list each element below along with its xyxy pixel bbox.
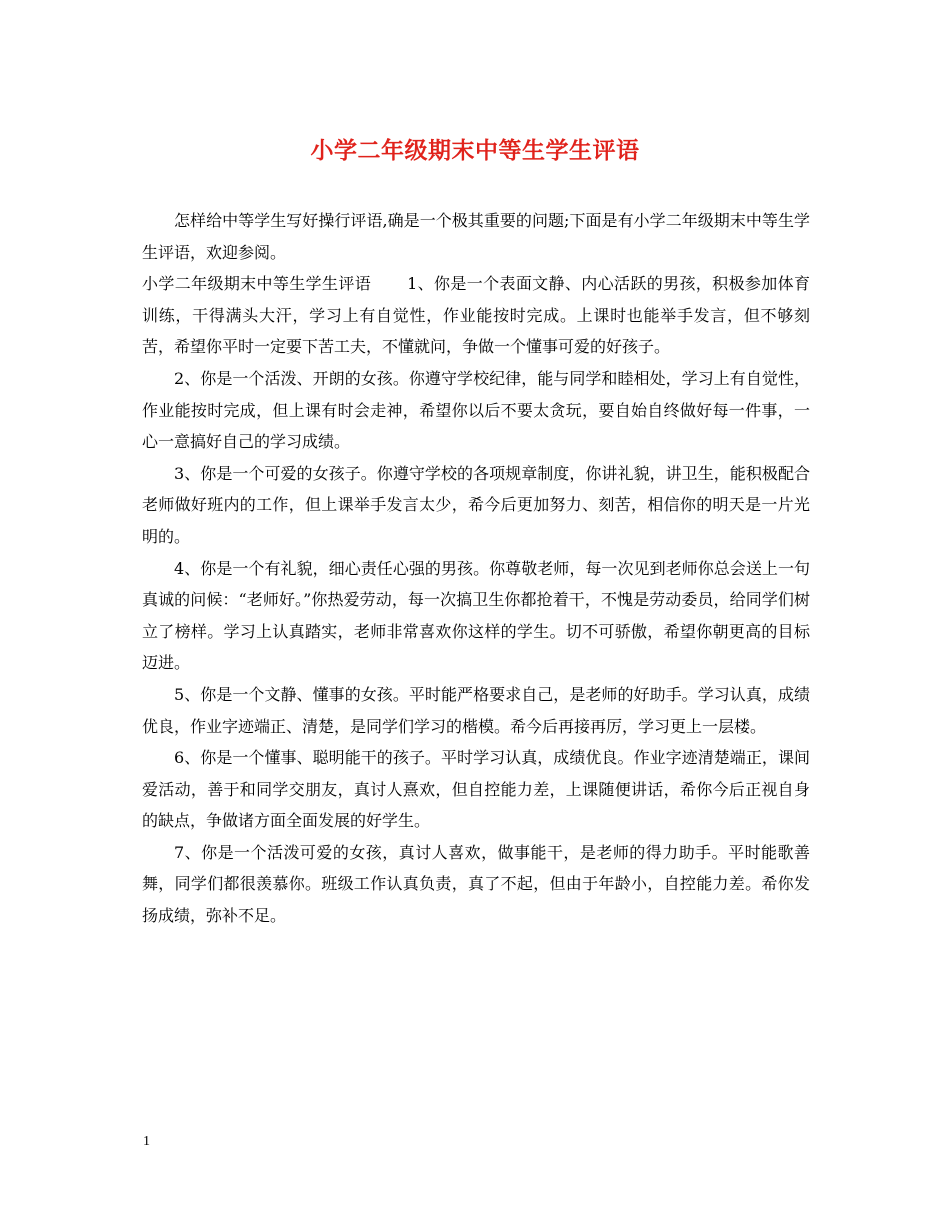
- comment-paragraph-6: 6、你是一个懂事、聪明能干的孩子。平时学习认真，成绩优良。作业字迹清楚端正，课间爱活动，善于和同学交朋友，真讨人熹欢，但自控能力差，上课随便讲话，希你今后正视自身的缺点，争做诸方面全面发展的好学生。: [142, 748, 810, 831]
- comment-paragraph-7: 7、你是一个活泼可爱的女孩，真讨人喜欢，做事能干，是老师的得力助手。平时能歌善舞，同学们都很羡慕你。班级工作认真负责，真了不起，但由于年龄小，自控能力差。希你发扬成绩，弥补不足。: [142, 842, 810, 926]
- comment-text-1: 1、你是一个表面文静、内心活跃的男孩，积极参加体育训练，干得满头大汗，学习上有自觉性，作业能按时完成。上课时也能举手发言，但不够刻苦，希望你平时一定要下苦工夫，不懂就问，争做一个懂事可爱的好孩子。: [142, 274, 810, 357]
- document-body: [142, 205, 810, 932]
- comment-paragraph-3: 3、你是一个可爱的女孩子。你遵守学校的各项规章制度，你讲礼貌，讲卫生，能积极配合老师做好班内的工作，但上课举手发言太少，希今后更加努力、刻苦，相信你的明天是一片光明的。: [142, 463, 810, 546]
- intro-paragraph: 怎样给中等学生写好操行评语,确是一个极其重要的问题;下面是有小学二年级期末中等生学生评语，欢迎参阅。: [142, 211, 810, 262]
- page-title: 小学二年级期末中等生学生评语: [310, 137, 640, 164]
- comment-paragraph-4: 4、你是一个有礼貌，细心责任心强的男孩。你尊敬老师，每一次见到老师你总会送上一句真诚的问候：“老师好。”你热爱劳动，每一次搞卫生你都抢着干，不愧是劳动委员，给同学们树立了榜样。学习上认真踏实，老师非常喜欢你这样的学生。切不可骄傲，希望你朝更高的目标迈进。: [142, 558, 810, 673]
- comment-paragraph-5: 5、你是一个文静、懂事的女孩。平时能严格要求自己，是老师的好助手。学习认真，成绩优良，作业字迹端正、清楚，是同学们学习的楷模。希今后再接再厉，学习更上一层楼。: [142, 684, 810, 736]
- comment-paragraph-1: [142, 268, 810, 363]
- page-number: 1: [143, 1134, 150, 1149]
- inline-heading: 小学二年级期末中等生学生评语: [142, 274, 372, 294]
- comment-paragraph-2: 2、你是一个活泼、开朗的女孩。你遵守学校纪律，能与同学和睦相处，学习上有自觉性，作业能按时完成，但上课有时会走神，希望你以后不要太贪玩，要自始自终做好每一件事，一心一意搞好自己的学习成绩。: [142, 368, 810, 452]
